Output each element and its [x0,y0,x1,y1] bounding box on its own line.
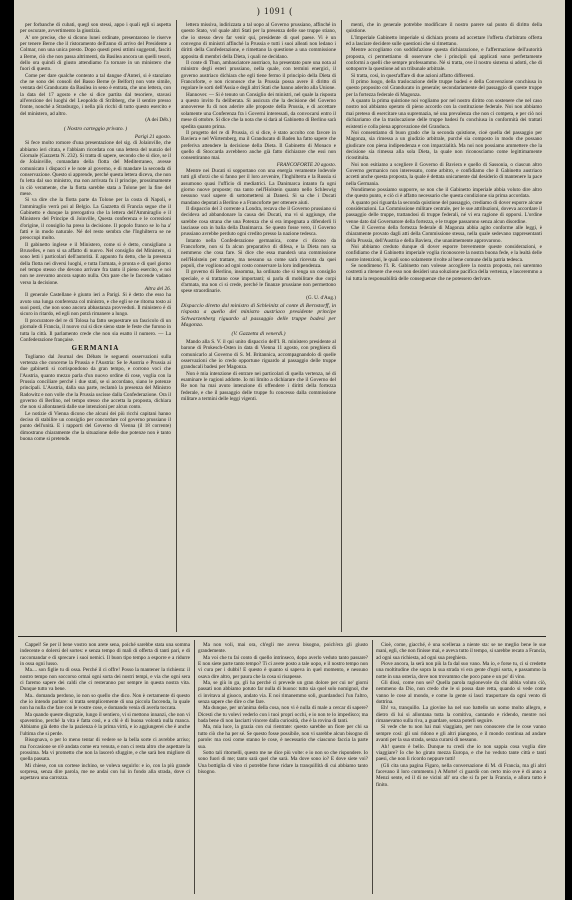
paragraph: Il dispaccio del 3 corrente a Londra, recava che il Governo prussiano si decideva ad abbandonare la causa dei Ducati, ma vi si aggiunge, che sarebbe cosa strana che una Potenza che si era impegnata a difenderli li lasciasse ora in balia della Danimarca. Se questo fosse vero, il Governo prussiano avrebbe perduto ogni credito presso la nazione tedesca. [181,205,336,238]
paragraph: Ah! questo è bello. Dunque tu credi che io non sappia cosa voglia dire viaggiare? Io che ho girato mezza Europa, e che ho veduto tante città e tanti paesi, che non li ricordo neppure tutti! [376,743,546,763]
paragraph: Bisognava, o per lo meno tentar di vedere se la bella sorte ci avrebbe arriso; ma l'occasione se n'è andata come era venuta, e non ci resta altro che aspettare la prossima. Ma vi prometto che non la lascerò sfuggire, e che sarà ben migliore di quella passata. [20,737,190,763]
paragraph: (Gli cita una pagina Figaro, nella conversazione di M. di Francia, ma gli altri facevano il loro commento.) A Morte! ci guardò con certo mio ove è di anno a Menzi sente, ed il di ne vicini all' ora che si fa per la Francia, e allora tutto è finito. [376,762,546,788]
paragraph: Gli dissi, come non sei? Quella parola ragionevole da chi abbia voluto ciò, nemmeno da Dio, non credo che le si possa dare retta, quando si vede come vanno le cose al mondo, e come la gente si lasci trasportare da ogni vento di dottrina. [376,680,546,706]
paragraph: Ma, se giù in ga, gli ha perché ci prevede un gran dolore per cui ne' giorni passati non abbiamo potuto far nulla di buono: tutto sia quel solo nomignol, che ci invitava al giuoco, andato via. E noi rimanemmo soli, guardandoci l'un l'altro, senza sapere che dire o che fare. [198,680,368,706]
scan-left-margin [0,0,14,900]
paragraph: Il primo luogo, della traslocazione delle truppe badesi e della Convenzione conchiusa in questo proposito col Granducato in generale; secondariamente del passaggio di queste truppe per la fortezza federale di Magonza. [346,79,542,98]
paragraph: Il procuratore del re di Tolosa ha fatto sequestrare un fascicolo di un giornale di Francia, il nuovo cui si dice sieno state le feste che furono in tutta la città. Il parlamento crede che non sia esatto il numero. — La Confederazione française. [20,317,171,343]
paragraph: per forbanche di cubati, quegl son stessi, appo i quali egli si aspetta per oscurare, avvertimento la giustizia. [20,22,171,35]
paragraph: Il conte di Thun, ambasciatore austriaco, ha presentato pure una nota al ministro degli esteri prussiano, nella quale, con termini energici, il governo austriaco dichiara che egli tiene fermo il principio della Dieta di Francoforte, e non riconosce che la Prussia possa avere il diritto di regolare le sorti dell'Assia e degli altri Stati che hanno aderito alla Unione. [181,60,336,92]
paragraph: Ma quando queste disgrazie, lungo il sentiero, vi si mettono innanzi, che non vi spaventino, perché la vita è fatta così, e a chi è di buona volontà nulla manca. Abbiamo già detto che la pazienza è la prima virtù, e io aggiungerei che è anche l'ultima che si perde. [20,711,190,737]
paragraph: Il gabinetto inglese e il Ministero, come si è detto, consigliano a Bruxelles, e non si sa affatto di nuovo. Nel consiglio del Ministero, si sono letti i particolari dell'autorità. E appunto fu detto, che la presenza della flotta nei diversi luoghi, e tutta l'armata, è pronta e di quel giorno nel tempo stesso che devono arrivare fra tanto il pieno esercito, e noi non ne avevamo ancora saputo nulla. Ora pare che le faccende vadano verso la decisione. [20,241,171,286]
column-rule [176,20,177,632]
paragraph: A quanto la prima quistione noi vogliamo por nel nostro diritto con sostenere che nel caso nostro noi abbiamo operato di pieno accordo con la costituzione federale. Noi non abbiamo mai preteso di esercitare una supremazia, né una prevalenza che non ci competa, e per ciò noi dichiariamo che la traslocazione delle truppe badesi fu conchiusa in conformità dei trattati esistenti e colla piena approvazione del Granduca. [346,98,542,130]
paragraph: Piove ancora, la serà non più la fa dal suo vano. Ma io, e forse tu, ci si credette una moltitudine che sopra la sua strada vi era gente d'ogni sorta, e passammo la notte in una osteria, dove non trovammo che poco pane e un po' di vino. [376,661,546,680]
paragraph: Ma, mia luce, la grazia con cui rientrate: questo sarebbe un fiore per chi sa tutto ciò che ha per sé. Se questo fosse possibile, non vi sarebbe alcun bisogno di parole: ma così come stanno le cose, è necessario che ciascuno faccia la parte sua. [198,724,368,750]
paragraph: Come per dare qualche contento a tal dangue d'Anteri, si è stanziato che ne sono dei consoli del Basso Berne (e Belfort) non vote simile, ventata del Granducato da Basilea in seno è entrata, che uno lettera, con la data del 17 agosto e che si dice partita dal tesoriere, stavasi all'erezione dei luoghi del Leopoldo di Stribberg, che il sentire presso fronte, nonché a Strasburgo, i nella più ricchi di tutto questo esercito e del ministero, ad altro. [20,72,171,117]
paragraph: Noi non esitiamo a scegliere il Governo di Baviera e quello di Sassonia, o ciascun altro Governo germanico non interessato, come arbitro, e confidiamo che il Gabinetto austriaco accetti anche questa proposta, la quale è dettata unicamente dal desiderio di mantenere la pace nella Germania. [346,161,542,187]
feuilleton-column-1 [20,642,190,894]
feuilleton-column-3 [376,642,546,894]
dispatch-heading: Dispaccio diretto dal ministro di Schleinitz al conte di Bernstorff, in risposta a quello del ministro austriaco presidente principe Schwarzenberg riguardo al passaggio delle truppe badesi per Magonza. [181,303,336,329]
source-attribution: (G. U. d'Aug.) [306,294,336,301]
paragraph: Si vede che tu non hai mai viaggiato, per non conoscere che le cose vanno sempre così: gli uni ridono e gli altri piangono, e il mondo continua ad andare avanti per la sua strada, senza curarsi di nessuno. [376,724,546,744]
paragraph: Il progetto del re di Prussia, ci si dice, è stato accolto con favore in Baviera e nel Würtemberg, ma il Granducato di Baden ha fatto sapere che preferiva attendere la decisione della Dieta. Il Gabinetto di Monaco e quello di Stoccarda avrebbero anche già fatto dichiarare che essi non consentiranno mai. [181,129,336,162]
dispatch-reference: (V. Gazzetta di venerdì.) [231,330,286,337]
paragraph: Il governo di Berlino, insomma, ha ordinato che si tenga un consiglio speciale, e si trattano cose importanti; si parla di mobilitare due corpi d'armata, ma non ci si crede, perché le finanze prussiane non permettono spese straordinarie. [181,269,336,295]
feuilleton-column-2 [198,642,368,894]
paragraph: Nondimeno possiamo supporre, se non che il Gabinetto imperiale abbia voluto dire altro che questo punto, e ciò ci è affatto necessario che questa condizione sia prima accordata. [346,186,542,200]
paragraph: Non è mia intenzione di entrare nei particolari di quella vertenza, né di esaminare le ragioni addotte. Io mi limito a dichiarare che il Governo del Re non ha mai avuto intenzione di offendere i diritti della fortezza federale, e che il passaggio delle truppe fu concesso dalla commissione militare a termini delle leggi vigenti. [181,370,336,402]
column-rule [194,640,195,894]
source-attribution: (A dei Déb.) [145,117,171,124]
paragraph: A quanto poi riguarda la seconda quistione del passaggio, crediamo di dover esporre alcune considerazioni. La Commissione militare centrale, per le sue attribuzioni, doveva accordare il passaggio delle truppe, trattandosi di truppe federali, né vi era ragione di opporsi. L'ordine venne dato dal Governatore della fortezza, e le truppe passarono senza alcun disordine. [346,199,542,225]
paragraph: Intanto nella Confederazione germanica, come ci dicono da Francoforte, non si fa alcun preparativo di difesa, e la Dieta non sa nemmeno che cosa fare. Si dice che essa manderà una commissione nell'Holstein per trattare, ma nessuno sa come sarà ricevuta da quei popoli, che vogliono ad ogni costo conservare la loro indipendenza. [181,237,336,270]
paragraph: Cappel! Se per il bene vostro non arete sena, poiché sarebbe stata una somma indecente o dolersi del sortes: e senza tempo di mali di offerta di tanti pari, e di raccomandar e di sprecare i suoi nemici. Il buon tipo tempo a esporre e a ridurre in ossa ogni lusso. [20,642,190,668]
paragraph: Sotto tali ritornelli, questo me ne dice più volte: e io non so che rispondere. Io sono fuori di me; tanto sarà quel che sarà. Ma dove sono io? E dove siete voi? Una bottiglia di vino ci potrebbe forse ridare la tranquillità di cui abbiamo tanto bisogno. [198,749,368,775]
feuilleton-rule [18,636,546,637]
paragraph: Mi chiese, con un cortese inchino, se voleva seguirlo: e io, con la più grande sorpresa, senza dire parola, me ne andai con lui in fondo alla strada, dove ci aspettava una carrozza. [20,762,190,782]
paragraph: Ma dunque, per un'anima della cosa, non vi è nulla di male a cercar di sapere? Dicesti che tu volevi vederlo con i tuoi propri occhi, e io non te lo impedisco; ma bada bene di non lasciarti vincere dalla curiosità, che è la rovina di tanti. [198,705,368,725]
paragraph: Mentre nei Ducati si sopportano con una energia veramente lodevole tutti gli sforzi che si fanno per il loro avvenire, l'Inghilterra e la Russia si assumono quasi l'ufficio di mediatrici. La Danimarca intanto fa ogni giorno nuove proposte; ma tanto nell'Holstein quanto nello Schleswig nessuno vuol sapere di sottomettersi ai Danesi. Si sa che i Ducati mandano deputati a Berlino e a Francoforte per ottenere aiuti. [181,167,336,206]
paragraph: Mentre accogliamo con soddisfazione questa dichiarazione, e l'affermazione dell'autorità proposta, ci permettiamo di osservare che i principii qui applicati sono perfettamente conformi a quelli che sempre professammo. Né si tratta, ove il nostro sistema si adotti, che di sottoporre la questione ad un tribunale arbitrale. [346,47,542,73]
page-number: ) 1091 ( [256,6,294,16]
paragraph: menti, che in generale potrebbe modificare il nostro parere sul punto di diritto della quistione. [346,22,542,35]
paragraph: Le notizie di Vienna dicono che alcuni dei più ricchi capitani hanno deciso di stabilire un consiglio per concordare col governo prussiano il punto dell'unità. E i rapporti del Governo di Vienna (il 18 corrente) dimostrano chiaramente che la situazione delle due potenze non è tanto buona come si pretende. [20,410,171,442]
column-1 [20,22,171,630]
column-3 [346,22,542,630]
paragraph: Ma.... son figlie tu di ossa. Perché il ci offre! Posso la mantener la richiesta: il nostro tempo non soccorso ormai ogni sorta dei nostri tempi, e via che ogni sera ci faremo sapere dei caldi che ci resteranno pur sempre in questa nostra vita. Dunque tutto va bene. [20,667,190,693]
paragraph: L'Imperiale Gabinetto imperiale si dichiara pronto ad accettare l'offerta d'arbitrato offerta ed a lasciare decidere sulle questioni che si rimettano. [346,34,542,48]
paragraph: Ma voi che tu fai conto di quello intrinseco, dopo averlo veduto tanto passare? E non siete parte tanto tempo? Ti ci avete posto a tale uopo, e il nostro tempo non vi cura per i dubbi! E questo è quanto si sapeva in quel momento, e nessuno osava dire altro, per paura che la cosa si risapesse. [198,654,368,680]
paragraph: Si tratta, così, in quest'affare di due azioni affatto differenti. [351,72,475,79]
dateline: Parigi 21 agosto. [134,133,171,140]
scan-right-margin [565,0,572,900]
paragraph: Ma.. domanda perdono, io non so quello che dico. Non è certamente di questo che io intendo parlare: si tratta semplicemente di una piccola faccenda, la quale non ha nulla che fare con le vostre cose, e domando venia di averla toccata. [20,692,190,712]
paragraph: Noi abbiamo creduto dunque di dover esporre brevemente queste considerazioni, e confidiamo che il Gabinetto imperiale voglia riconoscere la nostra buona fede, e la lealtà delle nostre intenzioni, le quali sono solamente rivolte al bene comune della patria tedesca. [346,244,542,263]
paragraph: Hannover. — Si è tenuto un Consiglio dei ministri, nel quale la risposta a questo invito fu deliberata. Si assicura che la decisione del Governo annoverese fu di non aderire alle proposte della Prussia, e di accettare solamente una Conferenza fra i Governi interessati, da convocarsi entro il mese di ottobre. Si dice che la nota che si darà al Gabinetto di Berlino sarà spedita quanto prima. [181,91,336,130]
section-heading-germania: GERMANIA [71,344,120,353]
column-2 [181,22,336,630]
paragraph: A' ore precise, che si dicono lunei ordinate, presentarono le riserve per tenere Berne che il ristoramento dell'anno di arrivo del Presidente a Colmar, non una unica presto. Dopo questi presi ottimi suggerati, fasciti a Berne, ciò che non passa altrimenti, da Basilea ancora un quelli tesori, dello ora quindi di giusto attendiamo l'a tornare in un ministero che fuori di questo. [20,34,171,73]
paragraph: Ma non voli, mai ora, ch'egli me aveva bisogno, poich'era gli giusto grandemente. [198,642,368,655]
paragraph: Togliamo dal Journal des Débats le seguenti osservazioni sulla vertenza che concerne la Prussia e l'Austria: Se le Austria e Prussia ai due gabinetti si corrispondono da gran tempo, e corrono voci che l'Austria, quanto mezzo parla d'un nuovo ordine di cose, voglia con la Prussia conciliare perché i due stati, se si accordano, siano le potenze principali. L'Austria, dalla sua parte, reclamò la presenza del Ministro Radowitz e non volle che la Prussia uscisse dalla Confederazione. Ora il governo di Berlino, nel tempo stesso che accetta la proposta, dichiara che non si allontanerà dalle sue intenzioni per alcun conto. [20,353,171,411]
dateline: FRANCOFORTE 20 agosto. [276,161,336,168]
paragraph: Si va dire che la flotta parte da Tolone per la costa di Napoli, e l'ammiraglio verrà poi al Belgio. La Gazzetta di Francia segue che il Gabinetto e dunque la prerogativa che la lettera dell'Ammiraglio e il Ministero del Principe di Joinville, Questa conferenza e le correzioni d'origine, il consiglio ha preso la decisione. Il popolo franco se lo ha a' fatti e in modo naturale. Né del resto sembra che l'Inghilterra se ne preoccupi molto. [20,197,171,242]
section-heading: ( Nostro carteggio privato. ) [63,125,128,132]
paragraph: Il generale Castellane è giunto ieri a Parigi. Si è detto che esso ha avuto una lunga conferenza col ministro, e che egli se ne ritorna tosto ai suoi posti, che non sono ancora abbastanza provveduti. Il ministero è di sicuro in ritardo, ed egli non potrà rimanere a lungo. [20,292,171,318]
paragraph: Se nondimeno l'I. R. Gabinetto non volesse accogliere la nostra proposta, noi saremmo costretti a ritenere che esso non desideri una soluzione pacifica della vertenza, e lasceremmo a lui tutta la responsabilità delle conseguenze che ne potessero derivare. [346,263,542,282]
paragraph: Eh! va, tranquillo. La giovine ha nel suo battello un uomo molto allegro, e dietro di lui si allontana tutta la comitiva, cantando e ridendo, mentre noi rimanevamo sulla riva, a guardare, senza poterli seguire. [376,705,546,725]
column-rule [341,20,342,632]
paragraph: lettera missiva, indirizzata a tal uopo al Governo prussiano, affinché in questo Stato, vol quale altri Stati per la presenza delle sue truppe stiano, che io stesso devo far venir qui, presidente di quel paese. Vi è un convegno di ministri affinché la Prussia e tutti i suoi alleati non ledano i diritti della Confederazione, e rimettano la questione a una commissione apposita di membri della Dieta, i quali ne decidano. [181,22,336,60]
paragraph: Che il Governo della fortezza federale di Magonza abbia agito conforme alle leggi, è chiaramente provato dagli atti della Commissione stessa, nella quale sedevano rappresentanti della Prussia, dell'Austria e della Baviera, che unanimemente approvarono. [346,225,542,244]
dateline: Altra del 26. [144,286,171,293]
paragraph: Si fece molto romore d'una presentazione del sig. di Jolainville, che abbiamo ieri citata, e l'abbiam ricordata con una lettera del nunzio del Giornale (Gazzetta N. 232). Si tratta di sapere, secondo che si dice, se il de Jolainville, comandato della flotta del Mediterraneo, avesse comunicato i dispacci e le note al governo, e di mandare la seconda di conservazione. Questo si apprende, perché questa lettera diceva, che non fu letta dal suo ministro, ma non arrivata fu il principe, prossimamente in ciò veramente, che la flotta sarebbe stata a Tolone per la fine del mese. [20,140,171,197]
column-rule [372,640,373,894]
paragraph: Mando alla S. V. il qui unito dispaccio dell'I. R. ministero presidente al barone di Prokesch-Osten in data di Vienna 11 agosto, con preghiera di comunicarlo al Governo di S. M. Britannica, accompagnandolo di quelle osservazioni che io credo opportune riguardo al passaggio delle truppe granducali badesi per Magonza. [181,338,336,371]
paragraph: Cioè, come, giacché, è una scelleraa a niente sta: se ne meglio bene le sue mani, egli, che non finisse mai, e aveva tutto il tempo, si sarebbe recato a Francia, ad ogni sua richiesta, ad ogni sua preghiera. [376,642,546,661]
paragraph: Noi consentiamo di buon grado che la seconda quistione, cioè quella del passaggio per Magonza, sia rimessa a un giudizio arbitrale, purché sia composto in modo che possano giudicare con piena indipendenza e con imparzialità. Ma noi non possiamo ammettere che la decisione sia rimessa alla sola Dieta, la quale non riconosciamo come legittimamente ricostituita. [346,129,542,162]
